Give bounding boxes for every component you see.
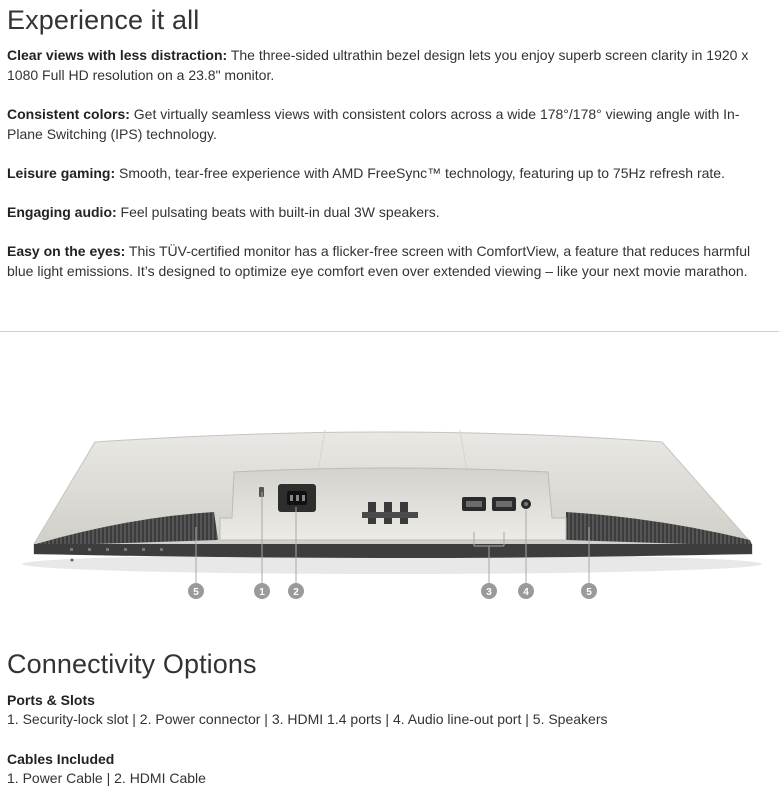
feature-text: Smooth, tear-free experience with AMD FreeSync™ technology, featuring up to 75Hz refresh rate. <box>115 165 725 181</box>
callout-5-left <box>188 583 204 599</box>
svg-text:5: 5 <box>193 587 199 598</box>
ports-slots-title: Ports & Slots <box>7 692 95 708</box>
callout-3 <box>481 583 497 599</box>
feature-title: Clear views with less distraction: <box>7 47 228 63</box>
svg-text:2: 2 <box>293 587 299 598</box>
feature-title: Easy on the eyes: <box>7 243 126 259</box>
svg-text:4: 4 <box>523 587 529 598</box>
feature-clear-views <box>7 46 773 85</box>
callout-2 <box>288 583 304 599</box>
callout-1 <box>254 583 270 599</box>
cables-included-list: 1. Power Cable | 2. HDMI Cable <box>7 770 206 786</box>
feature-title: Leisure gaming: <box>7 165 116 181</box>
feature-text: Get virtually seamless views with consistent colors across a wide 178°/178° viewing angle with In-Plane Switching (IPS) technology. <box>7 106 740 142</box>
feature-text: The three-sided ultrathin bezel design lets you enjoy superb screen clarity in 1920 x 1080 Full HD resolution on a 23.8" monitor. <box>7 47 749 83</box>
feature-title: Engaging audio: <box>7 204 117 220</box>
callout-5-right <box>581 583 597 599</box>
callout-4 <box>518 583 534 599</box>
feature-consistent-colors <box>7 105 773 144</box>
cables-included-title: Cables Included <box>7 751 115 767</box>
monitor-rear-diagram <box>0 332 779 632</box>
monitor-bottom-edge <box>34 544 752 558</box>
feature-title: Consistent colors: <box>7 106 130 122</box>
svg-text:1: 1 <box>259 587 265 598</box>
feature-text: This TÜV-certified monitor has a flicker-free screen with ComfortView, a feature that reduces harmful blue light emissions. It’s designed to optimize eye comfort even over extended viewing – like your next movie marathon. <box>7 243 751 279</box>
svg-text:5: 5 <box>586 587 592 598</box>
section-title-connectivity: Connectivity Options <box>7 649 257 679</box>
section-title-experience: Experience it all <box>7 5 200 35</box>
feature-text: Feel pulsating beats with built-in dual 3W speakers. <box>116 204 440 220</box>
feature-easy-on-eyes <box>7 242 773 281</box>
feature-leisure-gaming <box>7 164 773 184</box>
ports-slots-list: 1. Security-lock slot | 2. Power connector | 3. HDMI 1.4 ports | 4. Audio line-out port | 5. Speakers <box>7 711 608 727</box>
svg-text:3: 3 <box>486 587 492 598</box>
feature-engaging-audio <box>7 203 773 223</box>
